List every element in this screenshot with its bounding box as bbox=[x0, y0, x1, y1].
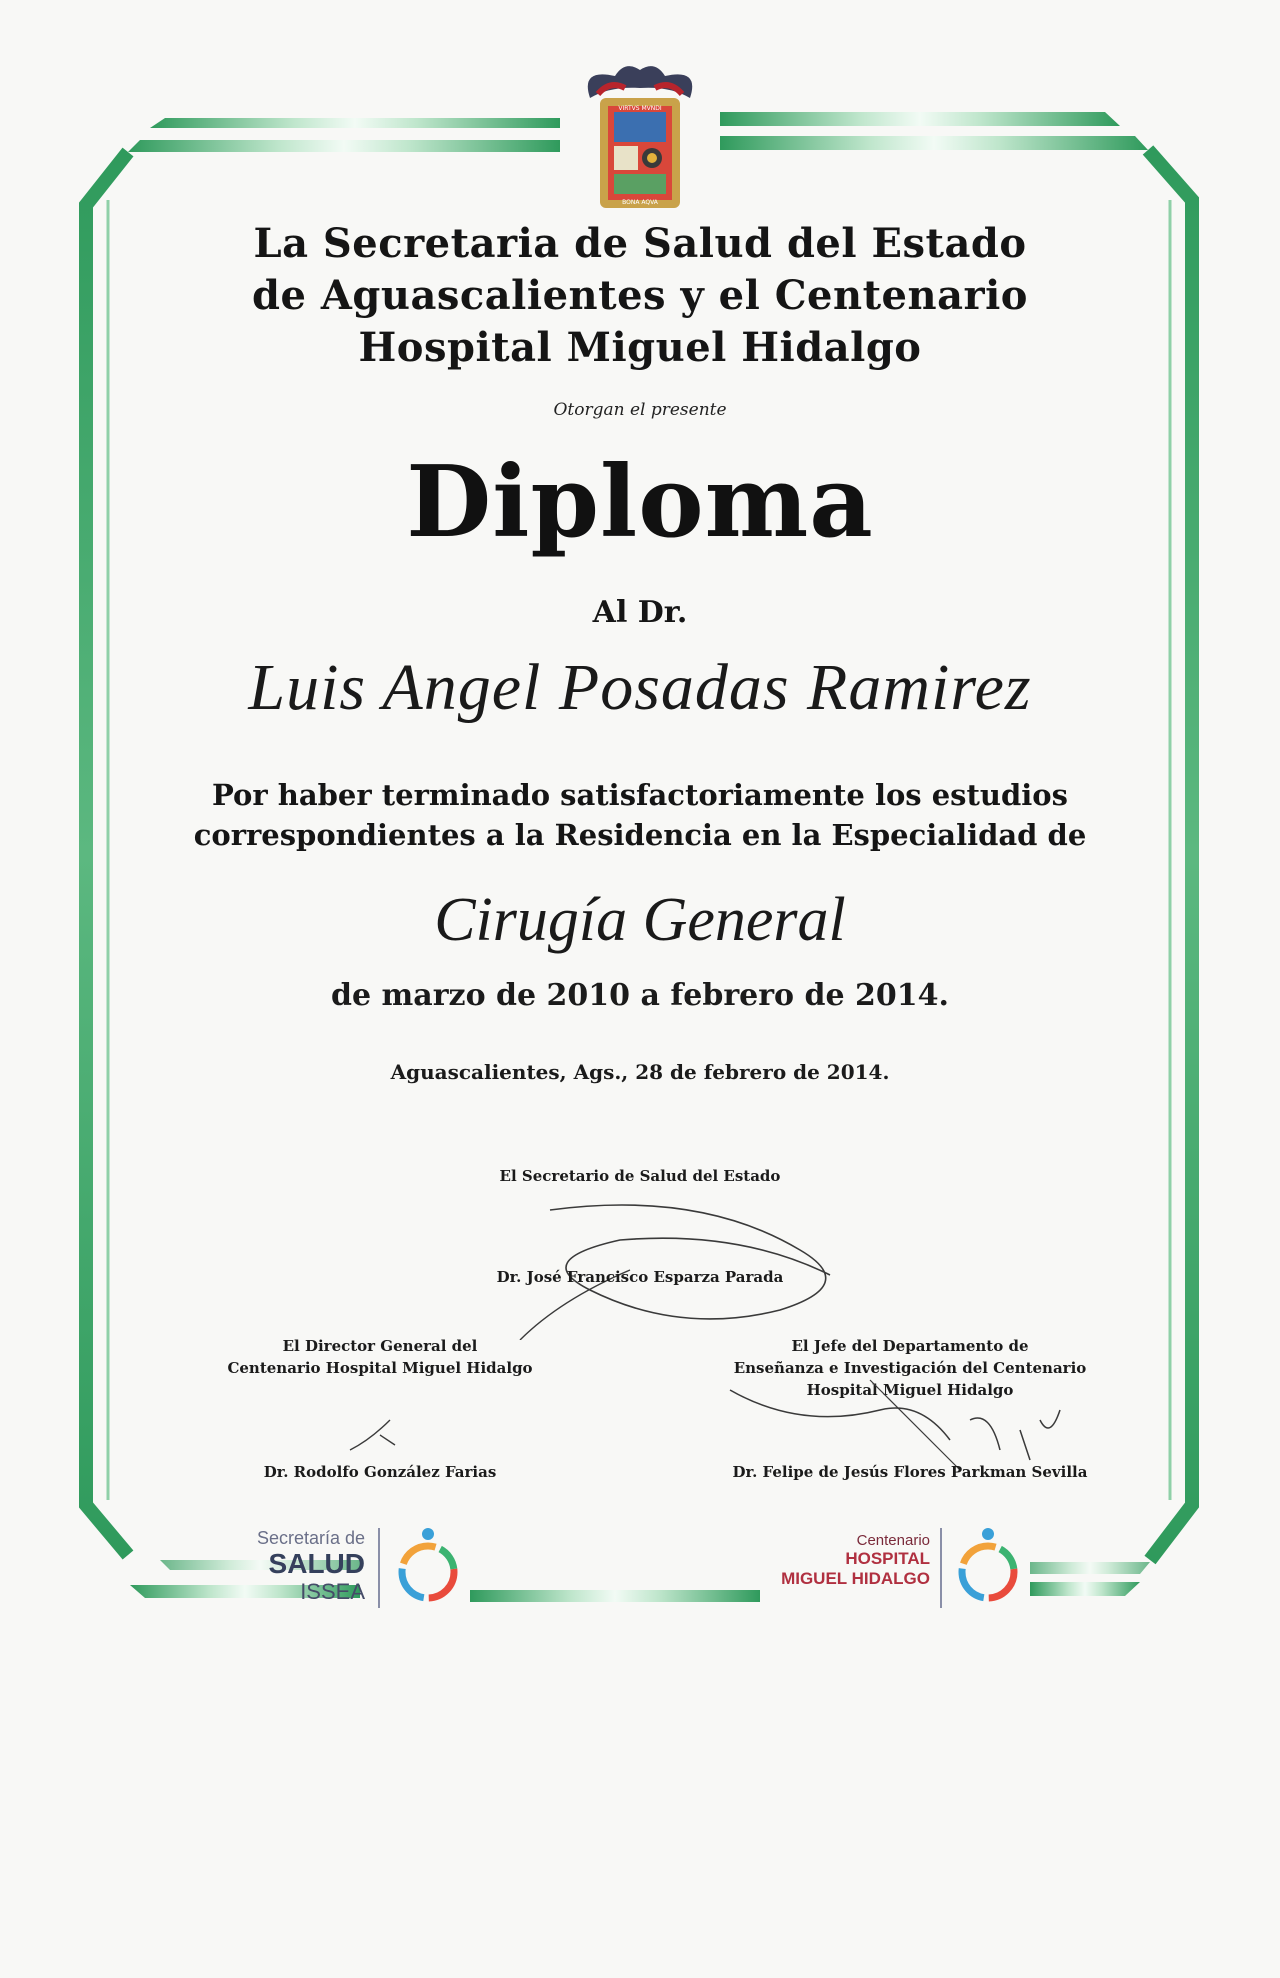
reason-line-1: Por haber terminado satisfactoriamente los estudios bbox=[212, 778, 1068, 812]
hospital-logo-text bbox=[730, 1532, 930, 1589]
otorgan-text: Otorgan el presente bbox=[553, 400, 727, 420]
signer-left-name: Dr. Rodolfo González Farias bbox=[263, 1463, 497, 1481]
hospital-logo-line-3: MIGUEL HIDALGO bbox=[781, 1569, 930, 1588]
signer-right-title-3: Hospital Miguel Hidalgo bbox=[806, 1381, 1014, 1399]
specialty-name: Cirugía General bbox=[434, 886, 846, 954]
al-dr-label: Al Dr. bbox=[592, 595, 688, 630]
signer-right-title-1: El Jefe del Departamento de bbox=[791, 1337, 1029, 1355]
hospital-logo-line-1: Centenario bbox=[856, 1532, 930, 1549]
crest-motto-bottom: BONA AQVA bbox=[622, 199, 658, 206]
salud-logo-line-2: SALUD bbox=[268, 1548, 365, 1579]
diploma-title: Diploma bbox=[406, 445, 874, 560]
hospital-logo-icon bbox=[950, 1520, 1026, 1610]
salud-logo-line-3: ISSEA bbox=[300, 1579, 365, 1604]
recipient-name: Luis Angel Posadas Ramirez bbox=[248, 651, 1032, 724]
hospital-logo-divider bbox=[940, 1528, 942, 1608]
header-line-2: de Aguascalientes y el Centenario bbox=[252, 272, 1028, 319]
signer-left-title-1: El Director General del bbox=[282, 1337, 478, 1355]
header-line-1: La Secretaria de Salud del Estado bbox=[253, 220, 1027, 267]
crest-motto-top: VIRTVS MVNDI bbox=[618, 105, 662, 112]
place-and-date: Aguascalientes, Ags., 28 de febrero de 2014. bbox=[390, 1060, 890, 1084]
salud-logo-text bbox=[205, 1528, 365, 1605]
salud-logo-line-1: Secretaría de bbox=[256, 1528, 365, 1548]
signature-left-scribble bbox=[340, 1400, 460, 1460]
signer-top-title: El Secretario de Salud del Estado bbox=[499, 1167, 781, 1185]
signer-right-title-2: Enseñanza e Investigación del Centenario bbox=[733, 1359, 1087, 1377]
salud-logo-icon bbox=[390, 1520, 466, 1610]
header-line-3: Hospital Miguel Hidalgo bbox=[358, 324, 922, 371]
signer-top-name: Dr. José Francisco Esparza Parada bbox=[496, 1268, 784, 1286]
signature-top-scribble bbox=[500, 1190, 1060, 1340]
coat-of-arms-emblem bbox=[570, 58, 710, 218]
signer-right-name: Dr. Felipe de Jesús Flores Parkman Sevilla bbox=[732, 1463, 1088, 1481]
study-period: de marzo de 2010 a febrero de 2014. bbox=[331, 978, 949, 1013]
reason-line-2: correspondientes a la Residencia en la Especialidad de bbox=[193, 818, 1087, 852]
hospital-logo-line-2: HOSPITAL bbox=[845, 1549, 930, 1568]
signer-left-title-2: Centenario Hospital Miguel Hidalgo bbox=[227, 1359, 533, 1377]
salud-logo-divider bbox=[378, 1528, 380, 1608]
